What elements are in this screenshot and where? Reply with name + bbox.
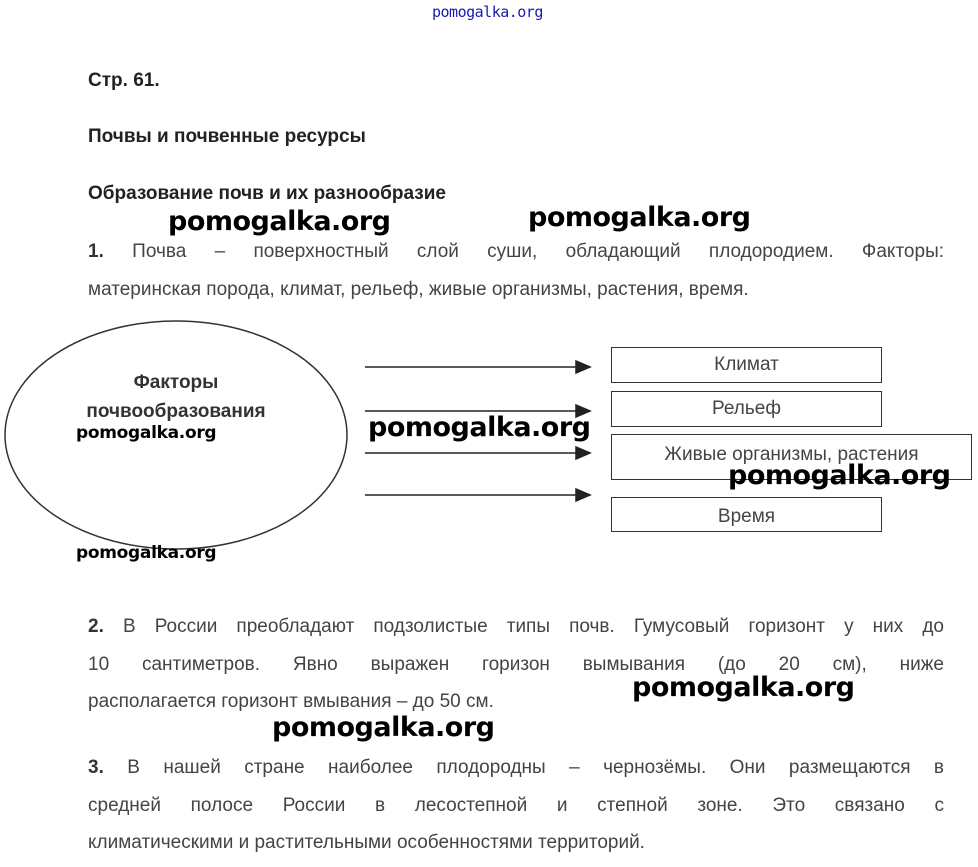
watermark: pomogalka.org bbox=[528, 202, 751, 233]
watermark: pomogalka.org bbox=[272, 712, 495, 743]
paragraph-3-line-1: В нашей стране наиболее плодородны – чернозёмы. Они размещаются в bbox=[127, 757, 944, 778]
paragraph-2-line-3: располагается горизонт вмывания – до 50 см. bbox=[88, 691, 494, 712]
ellipse-label bbox=[40, 368, 312, 426]
factor-box-time: Время bbox=[611, 497, 882, 532]
paragraph-number: 2. bbox=[88, 616, 104, 637]
watermark: pomogalka.org bbox=[76, 423, 217, 443]
paragraph-number: 1. bbox=[88, 241, 104, 262]
watermark: pomogalka.org bbox=[368, 412, 591, 443]
ellipse-label-line-1: Факторы bbox=[133, 372, 219, 393]
factor-box-relief: Рельеф bbox=[611, 391, 882, 427]
watermark: pomogalka.org bbox=[76, 543, 217, 563]
paragraph-2-line-2: 10 сантиметров. Явно выражен горизон вымывания (до 20 см), ниже bbox=[88, 653, 944, 675]
ellipse-label-line-2: почвообразования bbox=[86, 401, 266, 422]
paragraph-3-line-2: средней полосе России в лесостепной и степной зоне. Это связано с bbox=[88, 794, 944, 816]
factor-box-organisms: Живые организмы, растения bbox=[611, 434, 972, 480]
paragraph-3-line-3: климатическими и растительными особенностями территорий. bbox=[88, 832, 645, 853]
section-title: Почвы и почвенные ресурсы bbox=[88, 126, 366, 147]
page-reference: Стр. 61. bbox=[88, 70, 160, 91]
paragraph-2-line-1: В России преобладают подзолистые типы почв. Гумусовый горизонт у них до bbox=[122, 616, 945, 637]
factor-box-climate: Климат bbox=[611, 347, 882, 383]
watermark: pomogalka.org bbox=[632, 672, 855, 703]
paragraph-2 bbox=[88, 608, 944, 721]
watermark: pomogalka.org bbox=[728, 460, 951, 491]
paragraph-1-line-2: материнская порода, климат, рельеф, живые организмы, растения, время. bbox=[88, 278, 749, 300]
watermark: pomogalka.org bbox=[168, 206, 391, 237]
paragraph-number: 3. bbox=[88, 757, 104, 778]
paragraph-3 bbox=[88, 749, 944, 862]
paragraph-1-line-1: Почва – поверхностный слой суши, обладающий плодородием. Факторы: bbox=[132, 241, 944, 262]
watermark-top: pomogalka.org bbox=[432, 3, 543, 21]
section-subtitle: Образование почв и их разнообразие bbox=[88, 183, 446, 204]
